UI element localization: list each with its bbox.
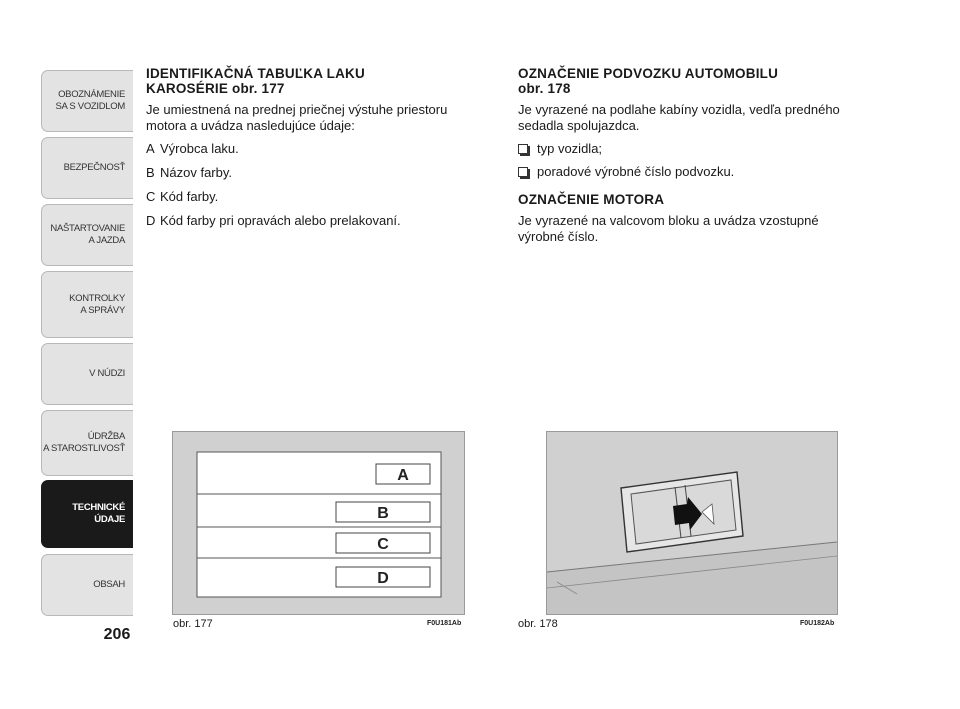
label-a: A [397,467,409,484]
list-item [146,189,476,205]
floor-surface [547,542,837,614]
list-item-text: Názov farby. [160,165,233,180]
tab-v-nudzi[interactable]: V NÚDZI [41,343,133,405]
paint-plate-heading-line2: KAROSÉRIE obr. 177 [146,81,285,96]
list-item-key: B [146,165,155,180]
engine-heading: OZNAČENIE MOTORA [518,192,665,207]
tab-nastartovanie[interactable]: NAŠTARTOVANIE A JAZDA [41,204,133,266]
page-number: 206 [103,626,131,643]
chassis-heading-line1: OZNAČENIE PODVOZKU AUTOMOBILU [518,66,779,81]
chassis-heading [518,66,858,96]
chassis-heading-line2: obr. 178 [518,81,571,96]
list-item [518,164,858,180]
tab-kontrolky[interactable]: KONTROLKY A SPRÁVY [41,271,133,338]
figure-178-caption: obr. 178 [518,618,558,630]
chassis-text: Je vyrazené na podlahe kabíny vozidla, vedľa predného sedadla spolujazdca. [518,102,840,133]
tab-udrzba[interactable]: ÚDRŽBA A STAROSTLIVOSŤ [41,410,133,476]
figure-177-paint-plate [172,431,465,615]
chassis-illustration [547,432,837,614]
list-item-text: Kód farby. [160,189,219,204]
list-item-text: Výrobca laku. [160,141,239,156]
figure-178-chassis-marking [546,431,838,615]
label-b: B [377,505,389,522]
tab-technicke-udaje[interactable]: TECHNICKÉ ÚDAJE [41,480,133,548]
list-item-key: D [146,213,156,228]
paint-plate-section [146,66,476,237]
figure-178-code: F0U182Ab [800,620,835,627]
checkbox-bullet-icon [518,144,528,154]
label-d: D [377,570,389,587]
list-item-key: C [146,189,156,204]
checkbox-bullet-icon [518,167,528,177]
label-c: C [377,536,389,553]
paint-plate-intro: Je umiestnená na prednej priečnej výstuhe priestoru motora a uvádza nasledujúce údaje: [146,102,448,133]
list-item-text: Kód farby pri opravách alebo prelakovaní. [160,213,401,228]
chassis-engine-section [518,66,858,252]
tab-bezpecnost[interactable]: BEZPEČNOSŤ [41,137,133,199]
list-item [146,213,476,229]
engine-text: Je vyrazené na valcovom bloku a uvádza vzostupné výrobné číslo. [518,213,819,244]
tab-obsah[interactable]: OBSAH [41,554,133,616]
list-item [146,165,476,181]
figure-177-caption: obr. 177 [173,618,213,630]
figure-177-code: F0U181Ab [427,620,462,627]
list-item [518,141,858,157]
tab-oboznamenie[interactable]: OBOZNÁMENIE SA S VOZIDLOM [41,70,133,132]
list-item-key: A [146,141,155,156]
paint-plate-heading-line1: IDENTIFIKAČNÁ TABUĽKA LAKU [146,66,365,81]
list-item [146,141,476,157]
paint-plate-heading [146,66,476,96]
list-item-text: typ vozidla; [537,141,603,156]
list-item-text: poradové výrobné číslo podvozku. [537,164,735,179]
paint-plate-illustration [173,432,464,614]
